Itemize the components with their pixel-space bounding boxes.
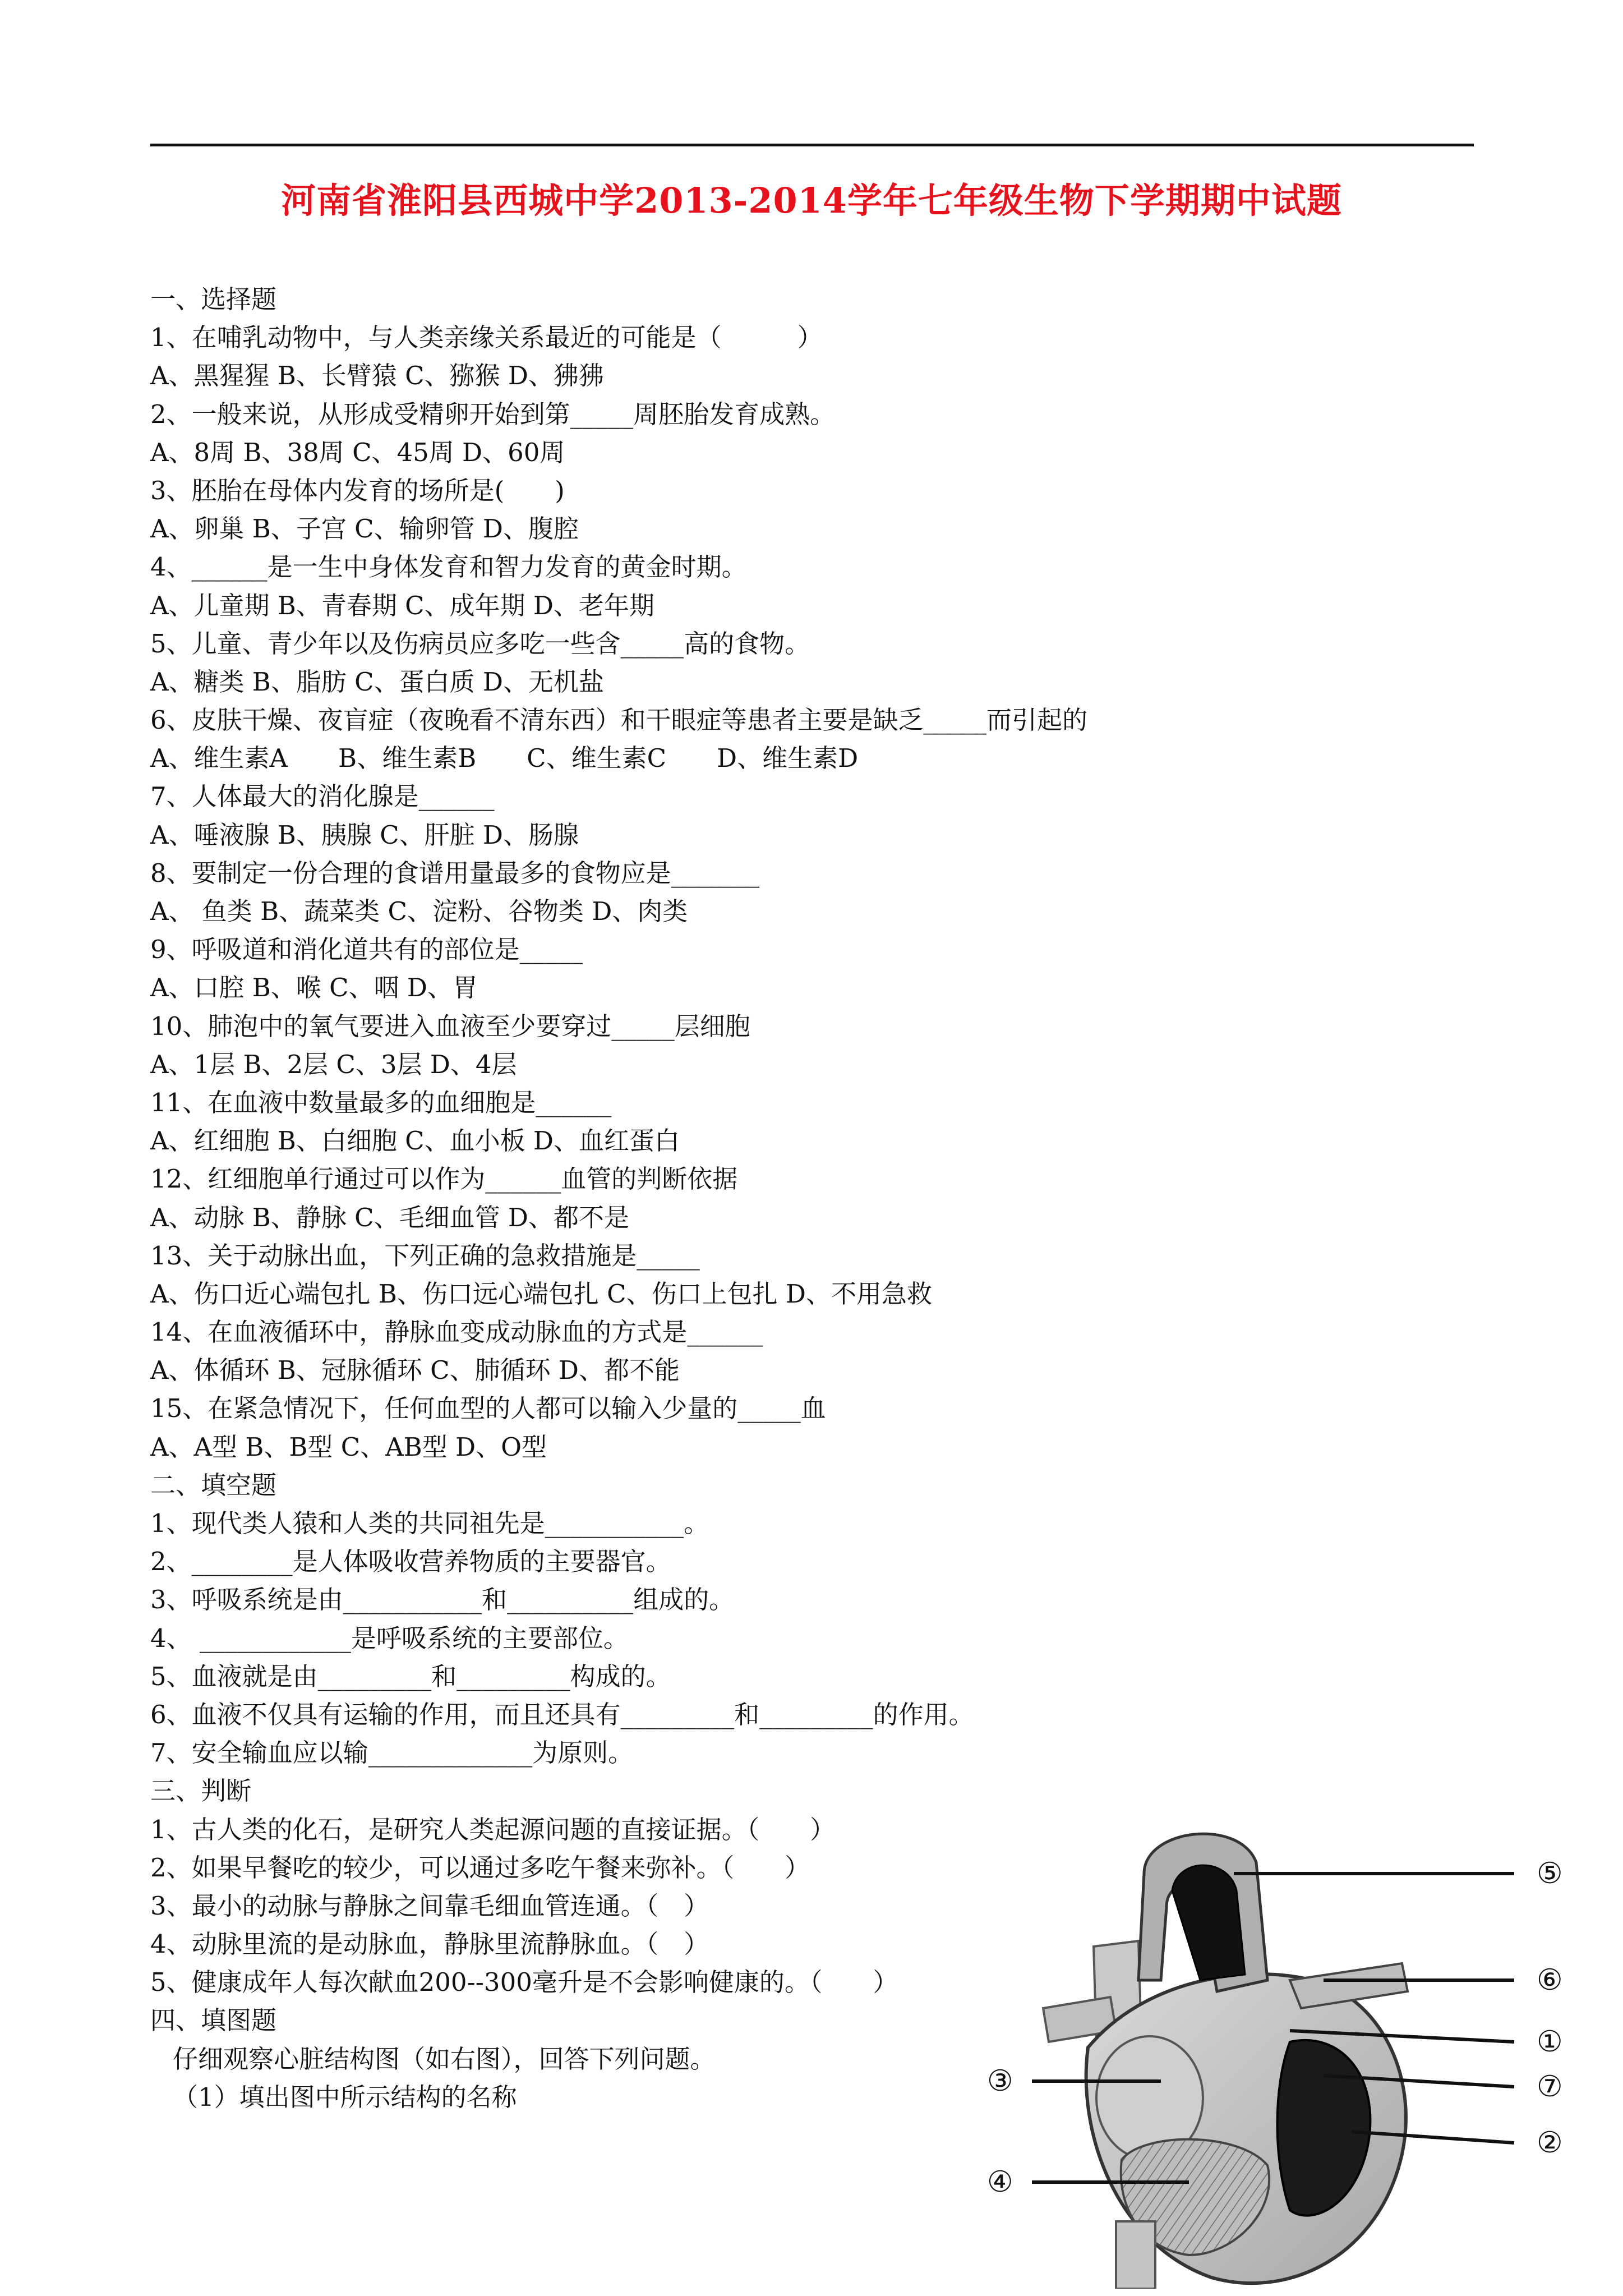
question-line: 13、关于动脉出血，下列正确的急救措施是_____ (150, 1240, 700, 1271)
label-6: ⑥ (1537, 1963, 1563, 1997)
judgement-line: 2、如果早餐吃的较少，可以通过多吃午餐来弥补。（ ） (150, 1852, 810, 1883)
fill-blank-line: 2、________是人体吸收营养物质的主要器官。 (150, 1547, 671, 1577)
heart-structure-diagram (976, 1795, 1598, 2289)
fill-blank-line: 6、血液不仅具有运输的作用，而且还具有_________和_________的作用。 (150, 1699, 974, 1729)
page-title: 河南省淮阳县西城中学2013-2014学年七年级生物下学期期中试题 (281, 180, 1342, 221)
header-rule (150, 144, 1474, 146)
question-line: 6、皮肤干燥、夜盲症（夜晚看不清东西）和干眼症等患者主要是缺乏_____而引起的 (150, 705, 1088, 735)
section-heading: 四、填图题 (150, 2005, 277, 2036)
question-line: 4、______是一生中身体发育和智力发育的黄金时期。 (150, 552, 747, 582)
instruction-line: （1）填出图中所示结构的名称 (173, 2082, 517, 2112)
question-line: 7、人体最大的消化腺是______ (150, 781, 495, 812)
options-line: A、儿童期 B、青春期 C、成年期 D、老年期 (150, 590, 654, 620)
label-5: ⑤ (1537, 1857, 1563, 1890)
question-line: 12、红细胞单行通过可以作为______血管的判断依据 (150, 1164, 738, 1194)
options-line: A、维生素A B、维生素B C、维生素C D、维生素D (150, 743, 859, 774)
question-line: 9、呼吸道和消化道共有的部位是_____ (150, 935, 583, 965)
question-line: 2、一般来说，从形成受精卵开始到第_____周胚胎发育成熟。 (150, 399, 836, 429)
heart-svg (976, 1795, 1598, 2289)
fill-blank-line: 5、血液就是由_________和_________构成的。 (150, 1661, 671, 1691)
label-4: ④ (987, 2165, 1013, 2199)
instruction-line: 仔细观察心脏结构图（如右图），回答下列问题。 (173, 2044, 716, 2074)
question-line: 15、在紧急情况下，任何血型的人都可以输入少量的_____血 (150, 1393, 826, 1424)
section-heading: 三、判断 (150, 1776, 252, 1806)
judgement-line: 5、健康成年人每次献血200--300毫升是不会影响健康的。（ ） (150, 1967, 898, 1998)
options-line: A、卵巢 B、子宫 C、输卵管 D、腹腔 (150, 514, 579, 544)
options-line: A、1层 B、2层 C、3层 D、4层 (150, 1049, 517, 1079)
fill-blank-line: 4、 ____________是呼吸系统的主要部位。 (150, 1623, 629, 1653)
label-1: ① (1537, 2025, 1563, 2059)
options-line: A、唾液腺 B、胰腺 C、肝脏 D、肠腺 (150, 820, 579, 850)
options-line: A、8周 B、38周 C、45周 D、60周 (150, 437, 565, 467)
options-line: A、糖类 B、脂肪 C、蛋白质 D、无机盐 (150, 666, 604, 697)
fill-blank-line: 3、呼吸系统是由___________和__________组成的。 (150, 1585, 735, 1615)
question-line: 14、在血液循环中，静脉血变成动脉血的方式是______ (150, 1317, 763, 1347)
question-line: 3、胚胎在母体内发育的场所是( ) (150, 475, 565, 505)
judgement-line: 1、古人类的化石，是研究人类起源问题的直接证据。（ ） (150, 1814, 836, 1844)
judgement-line: 3、最小的动脉与静脉之间靠毛细血管连通。（ ） (150, 1890, 709, 1921)
label-2: ② (1537, 2126, 1563, 2160)
options-line: A、动脉 B、静脉 C、毛细血管 D、都不是 (150, 1202, 629, 1232)
label-7: ⑦ (1537, 2070, 1563, 2104)
section-heading: 一、选择题 (150, 284, 277, 314)
options-line: A、红细胞 B、白细胞 C、血小板 D、血红蛋白 (150, 1126, 680, 1156)
pulmonary-vein (1290, 1963, 1408, 2008)
judgement-line: 4、动脉里流的是动脉血，静脉里流静脉血。（ ） (150, 1929, 709, 1959)
options-line: A、A型 B、B型 C、AB型 D、O型 (150, 1432, 547, 1462)
fill-blank-line: 1、现代类人猿和人类的共同祖先是___________。 (150, 1508, 709, 1538)
question-line: 11、在血液中数量最多的血细胞是______ (150, 1087, 612, 1117)
options-line: A、 鱼类 B、蔬菜类 C、淀粉、谷物类 D、肉类 (150, 896, 688, 926)
options-line: A、伤口近心端包扎 B、伤口远心端包扎 C、伤口上包扎 D、不用急救 (150, 1278, 932, 1309)
options-line: A、体循环 B、冠脉循环 C、肺循环 D、都不能 (150, 1355, 680, 1386)
question-line: 10、肺泡中的氧气要进入血液至少要穿过_____层细胞 (150, 1011, 750, 1041)
question-line: 1、在哺乳动物中，与人类亲缘关系最近的可能是（ ） (150, 323, 823, 353)
label-3: ③ (987, 2064, 1013, 2098)
options-line: A、口腔 B、喉 C、咽 D、胃 (150, 973, 478, 1003)
inferior-vena-cava (1116, 2221, 1155, 2289)
question-line: 8、要制定一份合理的食谱用量最多的食物应是_______ (150, 858, 760, 888)
options-line: A、黑猩猩 B、长臂猿 C、猕猴 D、狒狒 (150, 361, 604, 391)
question-line: 5、儿童、青少年以及伤病员应多吃一些含_____高的食物。 (150, 628, 810, 659)
aorta-lumen (1172, 1865, 1245, 1980)
fill-blank-line: 7、安全输血应以输_____________为原则。 (150, 1738, 634, 1768)
section-heading: 二、填空题 (150, 1470, 277, 1500)
